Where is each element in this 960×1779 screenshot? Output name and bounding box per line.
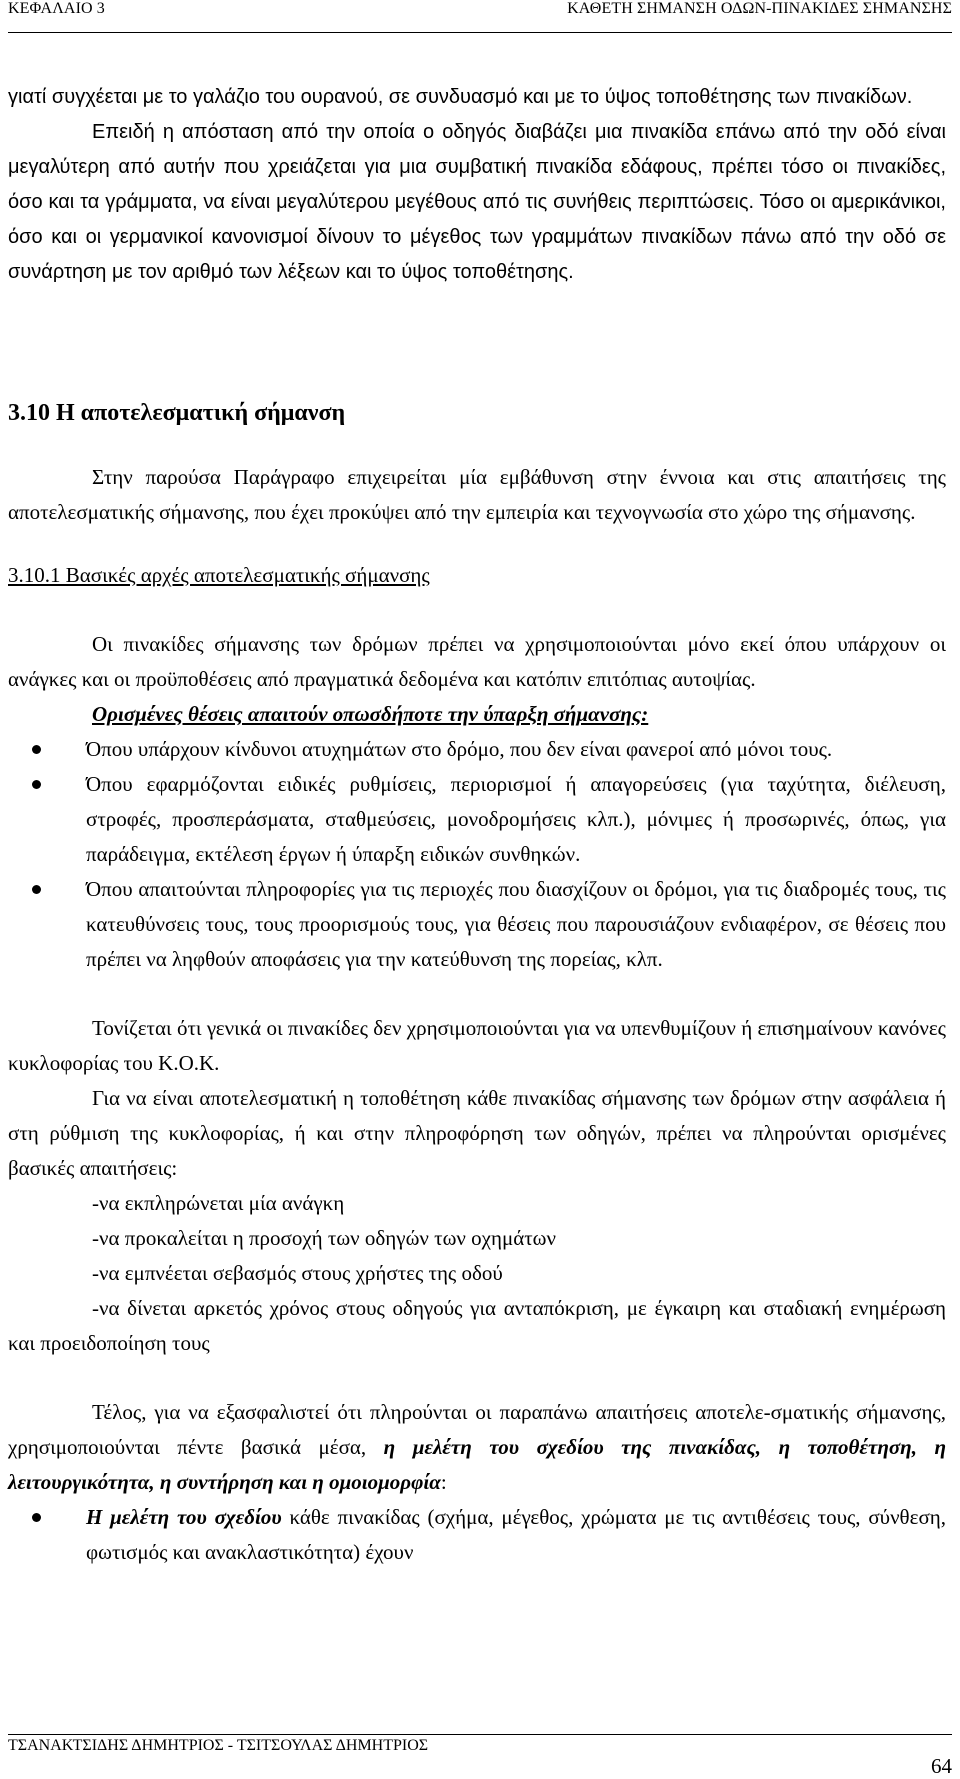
bullet-list bbox=[8, 732, 946, 977]
emphasis-heading-text: Ορισμένες θέσεις απαιτούν οπωσδήποτε την ύπαρξη σήμανσης: bbox=[92, 702, 649, 726]
bullet-list-2 bbox=[8, 1500, 946, 1570]
list-item bbox=[8, 1500, 946, 1570]
last-bullet-emphasis: Η μελέτη του σχεδίου bbox=[86, 1505, 282, 1529]
subsection-heading: 3.10.1 Βασικές αρχές αποτελεσματικής σήμανσης bbox=[8, 563, 430, 587]
section-paragraph-1: Στην παρούσα Παράγραφο επιχειρείται μία εμβάθυνση στην έννοια και στις απαιτήσεις της αποτελεσματικής σήμανσης, που έχει προκύψει από την εμπειρία και τεχνογνωσία στο χώρο της σήμανσης. bbox=[8, 465, 946, 524]
bullet-icon bbox=[32, 885, 41, 894]
last-bullet-text: κάθε πινακίδας (σχήμα, μέγεθος, χρώματα με τις αντιθέσεις τους, σύνθεση, φωτισμός και ανακλαστικότητα) έχουν bbox=[86, 1505, 946, 1564]
header-chapter: ΚΕΦΑΛΑΙΟ 3 bbox=[8, 0, 105, 17]
bullet-text-2: Όπου εφαρμόζονται ειδικές ρυθμίσεις, περιορισμοί ή απαγορεύσεις (για ταχύτητα, διέλευση, στροφές, προσπεράσματα, σταθμεύσεις, μονοδρομήσεις κλπ.), μόνιμες ή προσωρινές, όπως, για παράδειγμα, εκτέλεση έργων ή ύπαρξη ειδικών συνθηκών. bbox=[86, 772, 946, 866]
paragraph-4-emphasis: η μελέτη του σχεδίου της πινακίδας, η τοποθέτηση, η λειτουργικότητα, η συντήρηση και η ομοιομορφία bbox=[8, 1435, 946, 1494]
bullet-text-3: Όπου απαιτούνται πληροφορίες για τις περιοχές που διασχίζουν οι δρόμοι, για τις διαδρομές τους, τις κατευθύνσεις τους, τους προορισμούς τους, για θέσεις που παρουσιάζουν ενδιαφέρον, σε θέσεις που πρέπει να ληφθούν αποφάσεις για την κατεύθυνση της πορείας, κλπ. bbox=[86, 877, 946, 971]
requirement-2: -να προκαλείται η προσοχή των οδηγών των οχημάτων bbox=[92, 1226, 556, 1250]
body-block bbox=[8, 460, 946, 1570]
list-item bbox=[8, 732, 946, 767]
bullet-text-1: Όπου υπάρχουν κίνδυνοι ατυχημάτων στο δρόμο, που δεν είναι φανεροί από μόνοι τους. bbox=[86, 737, 833, 761]
bullet-icon bbox=[32, 745, 41, 754]
paragraph-4-end: : bbox=[440, 1470, 447, 1494]
page-header bbox=[8, 0, 952, 33]
bullet-icon bbox=[32, 780, 41, 789]
requirement-1: -να εκπληρώνεται μία ανάγκη bbox=[92, 1191, 345, 1215]
intro-block bbox=[8, 80, 946, 290]
requirement-4: -να δίνεται αρκετός χρόνος στους οδηγούς για ανταπόκριση, με έγκαιρη και σταδιακή ενημέρωση και προειδοποίηση τους bbox=[8, 1296, 946, 1355]
subsection-paragraph-1: Οι πινακίδες σήμανσης των δρόμων πρέπει να χρησιμοποιούνται μόνο εκεί όπου υπάρχουν οι ανάγκες και οι προϋποθέσεις από πραγματικά δεδομένα και κατόπιν επιτόπιας αυτοψίας. bbox=[8, 632, 946, 691]
bullet-icon bbox=[32, 1513, 41, 1522]
page-number: 64 bbox=[931, 1754, 952, 1778]
footer-authors: ΤΣΑΝΑΚΤΣΙΔΗΣ ΔΗΜΗΤΡΙΟΣ - ΤΣΙΤΣΟΥΛΑΣ ΔΗΜΗΤΡΙΟΣ bbox=[8, 1737, 429, 1754]
section-heading: 3.10 Η αποτελεσματική σήμανση bbox=[8, 400, 346, 426]
subsection-paragraph-2: Τονίζεται ότι γενικά οι πινακίδες δεν χρησιμοποιούνται για να υπενθυμίζουν ή επισημαίνουν κανόνες κυκλοφορίας του Κ.Ο.Κ. bbox=[8, 1016, 946, 1075]
paragraph-4-text: Τέλος, για να εξασφαλιστεί ότι πληρούνται οι παραπάνω απαιτήσεις αποτελε-σματικής σήμανσης, χρησιμοποιούνται πέντε βασικά μέσα, bbox=[8, 1400, 946, 1459]
intro-paragraph-1: γιατί συγχέεται με το γαλάζιο του ουρανού, σε συνδυασμό και με το ύψος τοποθέτησης των πινακίδων. bbox=[8, 86, 913, 108]
header-title: ΚΑΘΕΤΗ ΣΗΜΑΝΣΗ ΟΔΩΝ-ΠΙΝΑΚΙΔΕΣ ΣΗΜΑΝΣΗΣ bbox=[567, 0, 952, 17]
list-item bbox=[8, 767, 946, 872]
emphasis-heading bbox=[8, 697, 946, 732]
list-item bbox=[8, 872, 946, 977]
intro-paragraph-2: Επειδή η απόσταση από την οποία ο οδηγός διαβάζει μια πινακίδα επάνω από την οδό είναι μεγαλύτερη από αυτήν που χρειάζεται για μια συμβατική πινακίδα εδάφους, πρέπει τόσο οι πινακίδες, όσο και τα γράμματα, να είναι μεγαλύτερου μεγέθους από τις συνήθεις περιπτώσεις. Τόσο οι αμερικάνικοι, όσο και οι γερμανικοί κανονισμοί δίνουν το μέγεθος των γραμμάτων πινακίδων πάνω από την οδό σε συνάρτηση με τον αριθμό των λέξεων και το ύψος τοποθέτησης. bbox=[8, 121, 946, 283]
page-footer bbox=[8, 1734, 952, 1778]
requirement-3: -να εμπνέεται σεβασμός στους χρήστες της οδού bbox=[92, 1261, 503, 1285]
subsection-paragraph-4 bbox=[8, 1395, 946, 1500]
subsection-paragraph-3: Για να είναι αποτελεσματική η τοποθέτηση κάθε πινακίδας σήμανσης των δρόμων στην ασφάλεια ή στη ρύθμιση της κυκλοφορίας, ή και στην πληροφόρηση των οδηγών, πρέπει να πληρούνται ορισμένες βασικές απαιτήσεις: bbox=[8, 1086, 946, 1180]
